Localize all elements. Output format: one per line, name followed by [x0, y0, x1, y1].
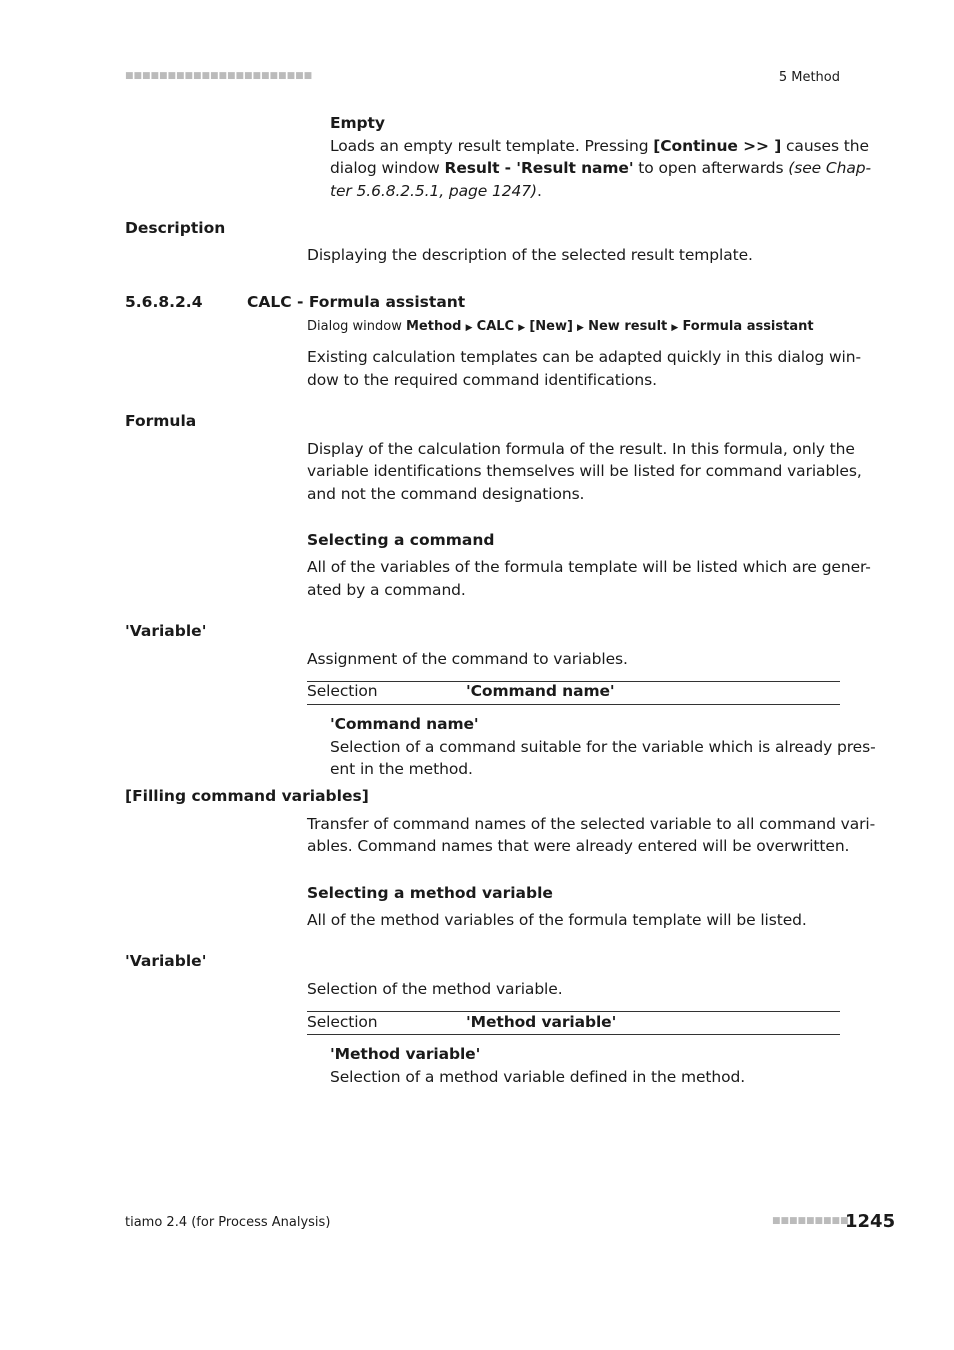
variable-text-2: Selection of the method variable.: [307, 980, 563, 998]
empty-title: Empty: [330, 114, 385, 132]
selection-value-2: 'Method variable': [466, 1013, 617, 1031]
header-decoration: ■■■■■■■■■■■■■■■■■■■■■■: [125, 71, 313, 81]
path-new: [New]: [529, 319, 573, 334]
path-method: Method: [406, 319, 462, 334]
selection-key-2: Selection: [307, 1013, 378, 1031]
formula-line-2: variable identifications themselves will be listed for command variables,: [307, 462, 862, 480]
selection-value-1: 'Command name': [466, 682, 615, 700]
selection-key-1: Selection: [307, 682, 378, 700]
description-text: Displaying the description of the selected result template.: [307, 246, 753, 264]
empty-line-1: Loads an empty result template. Pressing [Continue >> ] causes the: [330, 137, 869, 155]
path-arrow-icon: ▶: [577, 323, 584, 333]
formula-line-3: and not the command designations.: [307, 485, 585, 503]
empty-line-3: ter 5.6.8.2.5.1, page 1247).: [330, 182, 542, 200]
variable-label-1: 'Variable': [125, 622, 207, 640]
table-bottom-rule: [307, 704, 840, 705]
variable-text-1: Assignment of the command to variables.: [307, 650, 628, 668]
selecting-method-heading: Selecting a method variable: [307, 884, 553, 902]
intro-line-2: dow to the required command identifications.: [307, 371, 657, 389]
option-line-1a: Selection of a command suitable for the variable which is already pres-: [330, 738, 876, 756]
path-arrow-icon: ▶: [465, 323, 473, 333]
option-title-1: 'Command name': [330, 715, 479, 733]
option-title-2: 'Method variable': [330, 1045, 481, 1063]
formula-label: Formula: [125, 412, 197, 430]
variable-label-2: 'Variable': [125, 952, 207, 970]
path-new-result: New result: [588, 319, 668, 334]
selecting-method-text: All of the method variables of the formula template will be listed.: [307, 911, 807, 929]
footer-product: tiamo 2.4 (for Process Analysis): [125, 1215, 331, 1230]
description-label: Description: [125, 219, 226, 237]
dialog-path: Dialog window Method ▶ CALC ▶ [New] ▶ New result ▶ Formula assistant: [307, 319, 814, 334]
section-number: 5.6.8.2.4: [125, 293, 203, 311]
filling-label: [Filling command variables]: [125, 787, 369, 805]
filling-line-2: ables. Command names that were already entered will be overwritten.: [307, 837, 850, 855]
path-calc: CALC: [476, 319, 515, 334]
header-chapter: 5 Method: [778, 70, 840, 85]
section-title: CALC - Formula assistant: [247, 293, 466, 311]
table-bottom-rule: [307, 1034, 840, 1035]
option-text-2: Selection of a method variable defined in the method.: [330, 1068, 746, 1086]
page-number: 1245: [845, 1211, 896, 1232]
intro-line-1: Existing calculation templates can be adapted quickly in this dialog win-: [307, 348, 861, 366]
selecting-command-line-1: All of the variables of the formula template will be listed which are gener-: [307, 558, 871, 576]
path-arrow-icon: ▶: [671, 323, 679, 333]
footer-decoration: ■■■■■■■■■: [772, 1216, 849, 1226]
empty-line-2: dialog window Result - 'Result name' to open afterwards (see Chap-: [330, 159, 871, 177]
selecting-command-line-2: ated by a command.: [307, 581, 466, 599]
option-line-1b: ent in the method.: [330, 760, 473, 778]
path-arrow-icon: ▶: [518, 323, 526, 333]
selecting-command-heading: Selecting a command: [307, 531, 495, 549]
path-formula-assistant: Formula assistant: [682, 319, 814, 334]
filling-line-1: Transfer of command names of the selected variable to all command vari-: [307, 815, 876, 833]
formula-line-1: Display of the calculation formula of the result. In this formula, only the: [307, 440, 855, 458]
